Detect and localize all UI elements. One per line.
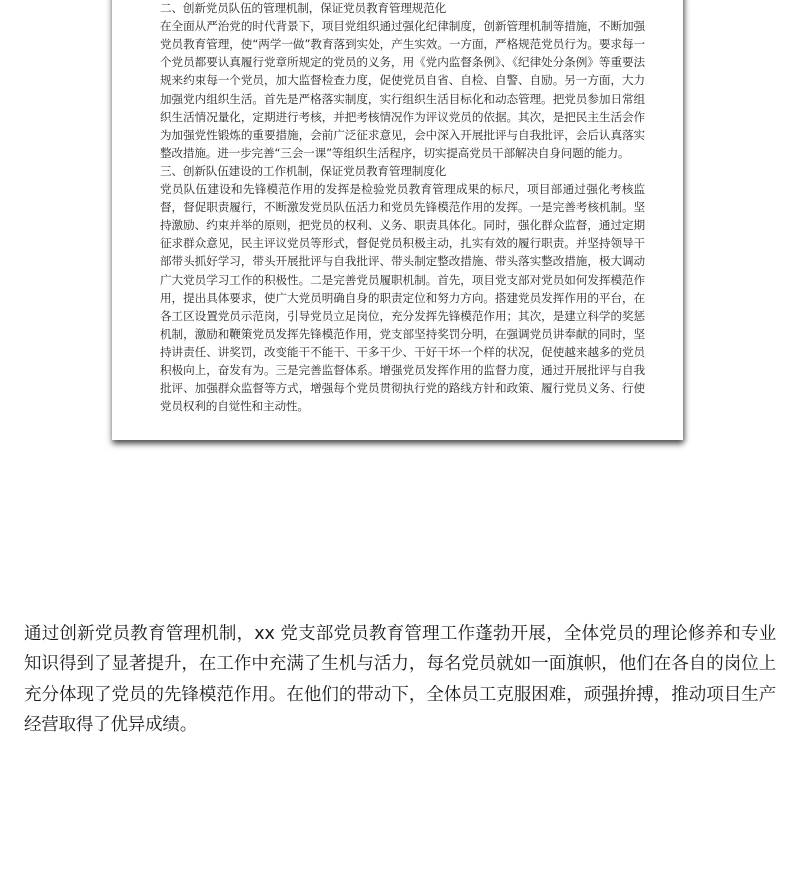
section-2-body: 在全面从严治党的时代背景下，项目党组织通过强化纪律制度，创新管理机制等措施，不断加强党员教育管理，使“两学一做”教育落到实处，产生实效。一方面，严格规范党员行为。要求每一个党员都要认真履行党章所规定的党员的义务，用《党内监督条例》、《纪律处分条例》等重要法规来约束每一个党员，加大监督检查力度，促使党员自省、自检、自警、自励。另一方面，大力加强党内组织生活。首先是严格落实制度，实行组织生活目标化和动态管理。把党员参加日常组织生活情况量化，定期进行考核，并把考核情况作为评议党员的依据。其次，是把民主生活会作为加强党性锻炼的重要措施，会前广泛征求意见，会中深入开展批评与自我批评，会后认真落实整改措施。进一步完善“三会一课”等组织生活程序，切实提高党员干部解决自身问题的能力。 xyxy=(160,19,645,160)
section-3-body: 党员队伍建设和先锋模范作用的发挥是检验党员教育管理成果的标尺，项目部通过强化考核监督，督促职责履行，不断激发党员队伍活力和党员先锋模范作用的发挥。一是完善考核机制。坚持激励、约束并举的原则，把党员的权利、义务、职责具体化。同时，强化群众监督，通过定期征求群众意见，民主评议党员等形式，督促党员积极主动，扎实有效的履行职责。并坚持领导干部带头抓好学习，带头开展批评与自我批评、带头制定整改措施、带头落实整改措施，极大调动广大党员学习工作的积极性。二是完善党员履职机制。首先，项目党支部对党员如何发挥模范作用，提出具体要求，使广大党员明确自身的职责定位和努力方向。搭建党员发挥作用的平台，在各工区设置党员示范岗，引导党员立足岗位，充分发挥先锋模范作用；其次，是建立科学的奖惩机制，激励和鞭策党员发挥先锋模范作用，党支部坚持奖罚分明，在强调党员讲奉献的同时，坚持讲责任、讲奖罚，改变能干不能干、干多干少、干好干坏一个样的状况，促使越来越多的党员积极向上，奋发有为。三是完善监督体系。增强党员发挥作用的监督力度，通过开展批评与自我批评、加强群众监督等方式，增强每个党员贯彻执行党的路线方针和政策、履行党员义务、行使党员权利的自觉性和主动性。 xyxy=(160,182,645,414)
section-3-heading: 三、创新队伍建设的工作机制，保证党员教育管理制度化 xyxy=(160,163,447,178)
document-page-image xyxy=(112,0,683,440)
section-2-heading: 二、创新党员队伍的管理机制，保证党员教育管理规范化 xyxy=(160,1,447,16)
document-text xyxy=(160,0,645,415)
summary-paragraph: 通过创新党员教育管理机制，xx 党支部党员教育管理工作蓬勃开展，全体党员的理论修养和专业知识得到了显著提升，在工作中充满了生机与活力，每名党员就如一面旗帜，他们在各自的岗位上充分体现了党员的先锋模范作用。在他们的带动下，全体员工克服困难，顽强拚搏，推动项目生产经营取得了优异成绩。 xyxy=(24,623,776,735)
